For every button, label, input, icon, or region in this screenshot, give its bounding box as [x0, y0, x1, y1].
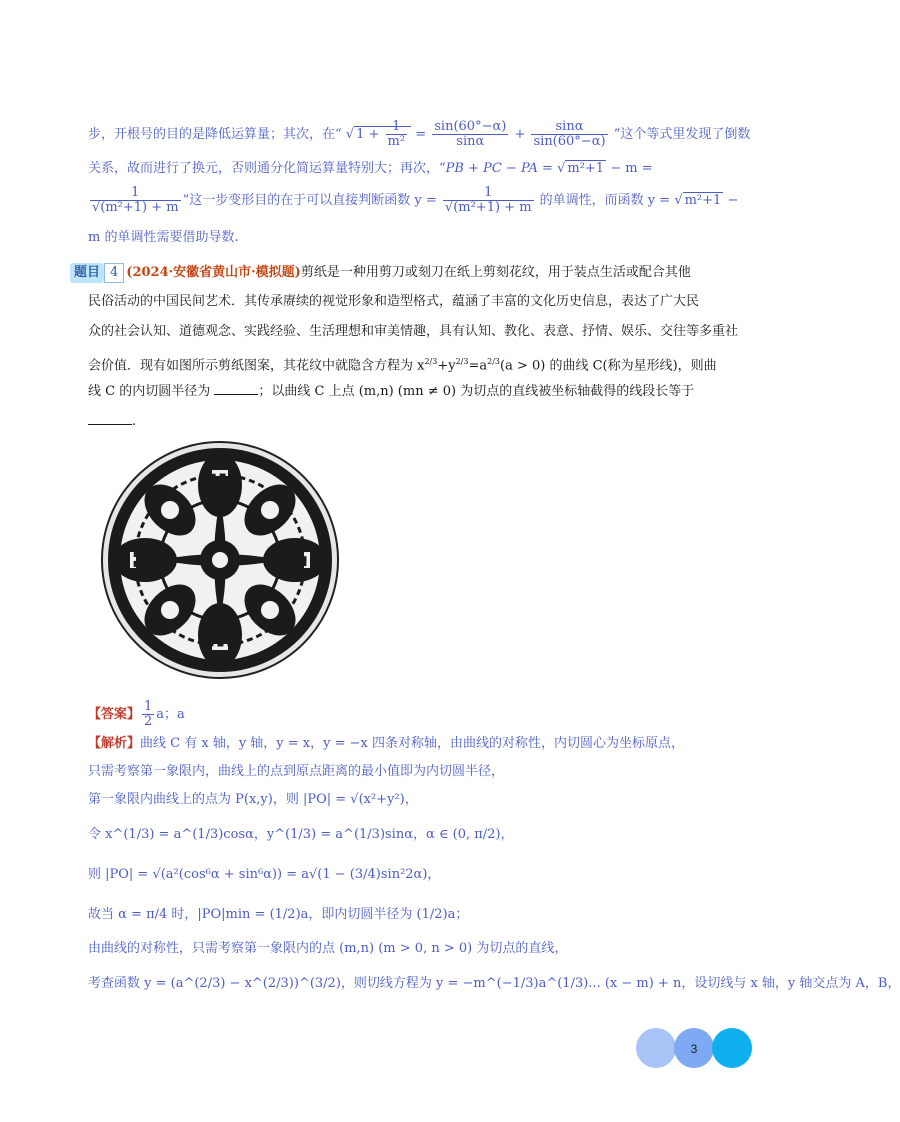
question-number: 4 — [104, 263, 124, 283]
question-line-2: 民俗活动的中国民间艺术．其传承赓续的视觉形象和造型格式，蕴涵了丰富的文化历史信息，表达了广大民 — [88, 294, 700, 309]
top-line-4: m 的单调性需要借助导数. — [88, 230, 239, 245]
answer-line: 【答案】 $\frac{1}{2}$ a；a — [88, 699, 185, 729]
top-line-3: $\frac{1}{\text{√(m²+1) + m}}$ ”这一步变形目的在于可以直接判断函数 y = $\frac{1}{\text{√(m²+1) + m}}$ 的单调性，而函数 y = √ m²+1 − — [92, 185, 739, 215]
fraction-sin-ratio-2: $\frac{\sin\alpha}{\sin(60^\circ-\alpha)}$ — [533, 119, 606, 149]
analysis-line-2: 只需考察第一象限内，曲线上的点到原点距离的最小值即为内切圆半径， — [88, 764, 505, 779]
question-line-3: 众的社会认知、道德观念、实践经验、生活理想和审美情趣，具有认知、教化、表意、抒情、娱乐、交往等多重社 — [88, 324, 739, 339]
question-tag: 题目 — [70, 263, 104, 283]
sqrt-expression: √ 1 + $\frac{1}{\text{m²}}$ — [346, 126, 411, 142]
analysis-line-4: 令 x^(1/3) = a^(1/3)cosα，y^(1/3) = a^(1/3)sinα，α ∈ (0, π/2)， — [88, 827, 514, 842]
top-line-1: 步，开根号的目的是降低运算量；其次，在“ √ 1 + $\frac{1}{\text{m²}}$ = $\frac{\sin(60^\circ-\alpha)}{\sin\alpha}$ + $\frac{\sin\alpha}{\sin(60^\circ-\alpha)}$ ”这个等式里发现了倒数 — [88, 119, 751, 149]
page-number-badge — [636, 1028, 752, 1068]
analysis-line-7: 由曲线的对称性，只需考察第一象限内的点 (m,n) (m > 0, n > 0) 为切点的直线， — [88, 941, 568, 956]
answer-blank-1[interactable] — [214, 394, 258, 395]
analysis-line-3: 第一象限内曲线上的点为 P(x,y)，则 |PO| = √(x²+y²)， — [88, 792, 418, 807]
question-line-6: . — [88, 413, 136, 431]
question-header: 题目 4 (2024·安徽省黄山市·模拟题)剪纸是一种用剪刀或刻刀在纸上剪刻花纹，用于装点生活或配合其他 — [70, 263, 691, 283]
paper-cut-image — [100, 440, 340, 680]
answer-blank-2[interactable] — [88, 424, 132, 425]
top-line-2: 关系，故而进行了换元，否则通分化简运算量特别大；再次，“PB + PC − PA = √ m²+1 − m = — [88, 161, 653, 176]
analysis-line-6: 故当 α = π/4 时，|PO|min = (1/2)a，即内切圆半径为 (1/2)a； — [88, 907, 469, 922]
page-number: 3 — [690, 1042, 698, 1056]
question-source: (2024·安徽省黄山市·模拟题) — [126, 265, 301, 280]
question-line-4: 会价值．现有如图所示剪纸图案，其花纹中就隐含方程为 $x^{2/3}+y^{2/3}=a^{2/3}(a > 0)$ 的曲线 C(称为星形线)，则曲 — [88, 357, 717, 374]
question-line-5: 线 C 的内切圆半径为 ；以曲线 C 上点 (m,n) (mn ≠ 0) 为切点的直线被坐标轴截得的线段长等于 — [88, 384, 695, 399]
analysis-line-5: 则 |PO| = √(a²(cos⁶α + sin⁶α)) = a√(1 − (3/4)sin²2α)， — [88, 867, 441, 882]
analysis-line-8: 考查函数 y = (a^(2/3) − x^(2/3))^(3/2)，则切线方程为 y = −m^(−1/3)a^(1/3)... (x − m) + n，设切线与 x 轴，y 轴交点为 A，B， — [88, 976, 900, 991]
fraction-sin-ratio-1: $\frac{\sin(60^\circ-\alpha)}{\sin\alpha}$ — [434, 119, 507, 149]
analysis-line-1: 【解析】曲线 C 有 x 轴，y 轴，y = x，y = −x 四条对称轴，由曲线的对称性，内切圆心为坐标原点， — [88, 736, 684, 751]
